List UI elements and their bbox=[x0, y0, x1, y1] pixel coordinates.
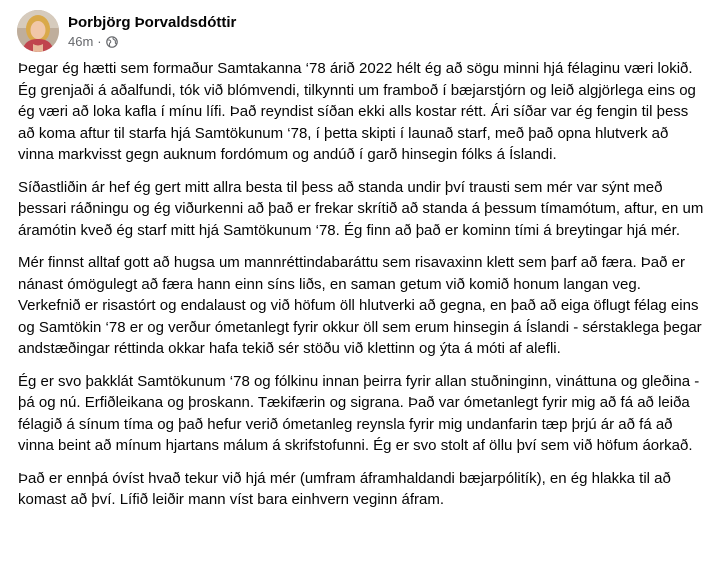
globe-icon[interactable] bbox=[106, 36, 118, 48]
post-paragraph: Þegar ég hætti sem formaður Samtakanna ‘78 árið 2022 hélt ég að sögu minni hjá félaginu væri lokið. Ég grenjaði á aðalfundi, tók við blómvendi, tilkynnti um framboð í bæjarstjórn og leið algjörlega eins og ég væri að loka kafla í mínu lífi. Það reyndist síðan ekki alls kostar rétt. Ári síðar var ég fengin til þess að koma aftur til starfa hjá Samtökunum ‘78, í þetta skipti í launað starf, með það opna hlutverk að vinna markvisst gegn auknum fordómum og andúð í garð hinsegin fólks á Íslandi. bbox=[18, 60, 696, 163]
post-timestamp-row bbox=[68, 34, 236, 50]
post-time[interactable]: 46m bbox=[68, 33, 94, 49]
avatar[interactable] bbox=[17, 10, 59, 52]
separator-dot: · bbox=[97, 33, 102, 49]
post-body bbox=[18, 58, 704, 522]
post-paragraph: Síðastliðin ár hef ég gert mitt allra besta til þess að standa undir því trausti sem mér var sýnt með þessari ráðningu og ég viðurkenni að það er frekar skrítið að standa á þessum tímamótum, aftur, en um áramótin kveð ég starf mitt hjá Samtökunum ‘78. Ég finn að það er kominn tími á breytingar hjá mér. bbox=[18, 178, 704, 239]
post-paragraph: Það er ennþá óvíst hvað tekur við hjá mér (umfram áframhaldandi bæjarpólitík), en ég hlakka til að komast að því. Lífið leiðir mann víst bara einhvern veginn áfram. bbox=[18, 469, 671, 508]
post-meta bbox=[68, 13, 236, 50]
post-paragraph: Ég er svo þakklát Samtökunum ‘78 og fólkinu innan þeirra fyrir allan stuðninginn, vináttuna og gleðina - þá og nú. Erfiðleikana og þroskann. Tækifærin og sigrana. Það var ómetanlegt fyrir mig að fá að leiða félagið á sínum tíma og það hefur verið ómetanleg reynsla fyrir mig undanfarin tæp þrjú ár að fá að vinna beint að mínum hjartans málum á skrifstofunni. Ég er svo stolt af öllu því sem við höfum áorkað. bbox=[18, 372, 700, 454]
author-name[interactable]: Þorbjörg Þorvaldsdóttir bbox=[68, 13, 237, 31]
post-header bbox=[17, 10, 236, 52]
post-paragraph: Mér finnst alltaf gott að hugsa um mannréttindabaráttu sem risavaxinn klett sem þarf að færa. Það er nánast ómögulegt að færa hann einn síns liðs, en saman getum við komið honum langan veg. Verkefnið er risastórt og endalaust og við höfum öll hlutverki að gegna, en það að eiga öflugt félag eins og Samtökin ‘78 er og verður ómetanlegt fyrir okkur öll sem erum hinsegin á Íslandi - sérstaklega þegar andstæðingar réttinda okkar hafa tekið sér stöðu við klettinn og ýta á móti af alefli. bbox=[18, 254, 702, 357]
avatar-photo-icon bbox=[17, 10, 59, 52]
